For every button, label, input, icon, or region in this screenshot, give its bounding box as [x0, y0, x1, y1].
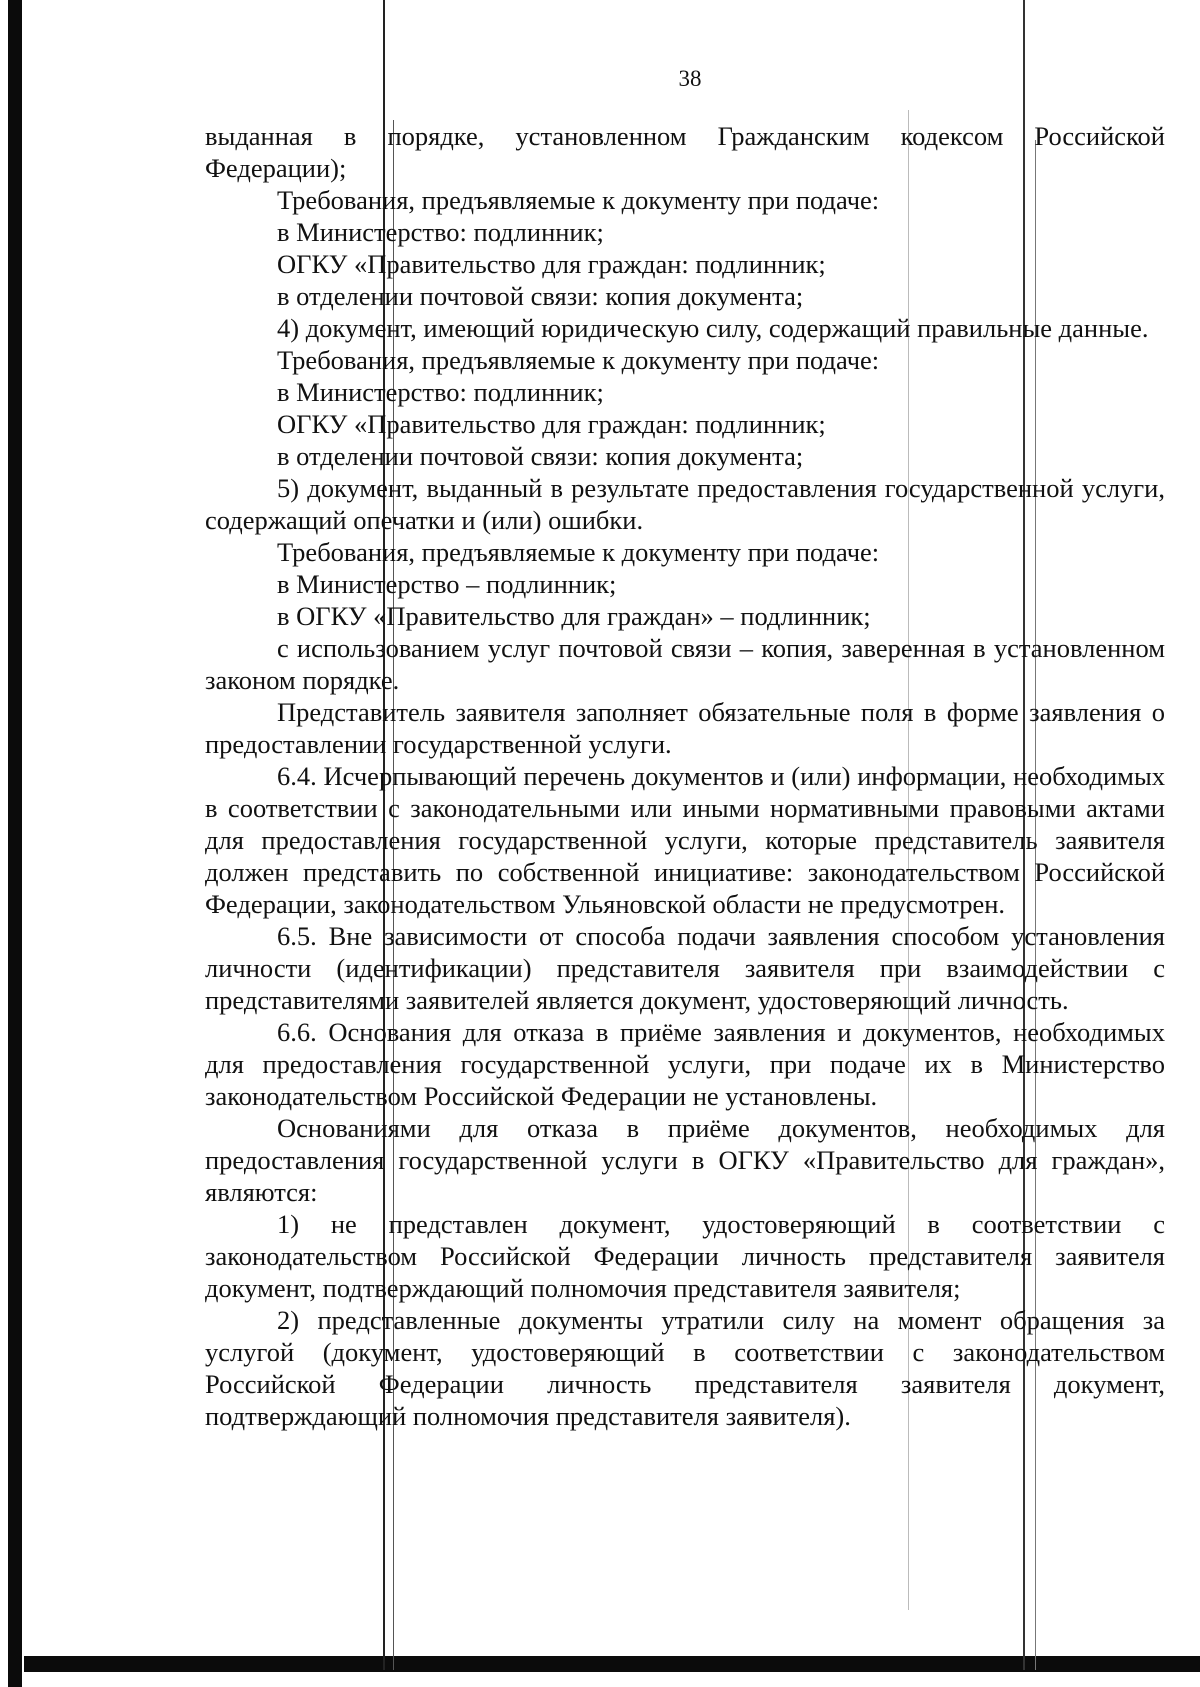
paragraph: Требования, предъявляемые к документу при подаче:	[277, 345, 880, 375]
paragraph: в Министерство – подлинник;	[277, 569, 617, 599]
paragraph: Требования, предъявляемые к документу при подаче:	[277, 185, 880, 215]
paragraph: 4) документ, имеющий юридическую силу, содержащий правильные данные.	[277, 313, 1149, 343]
paragraph: с использованием услуг почтовой связи – копия, заверенная в установленном законом порядке.	[205, 633, 1165, 695]
paragraph: в Министерство: подлинник;	[277, 377, 604, 407]
paragraph: в ОГКУ «Правительство для граждан» – подлинник;	[277, 601, 871, 631]
paragraph: в отделении почтовой связи: копия документа;	[277, 281, 804, 311]
paragraph: 6.5. Вне зависимости от способа подачи заявления способом установления личности (идентификации) представителя заявителя при взаимодействии с представителями заявителей является документ, удостоверяющий личность.	[205, 921, 1165, 1015]
paragraph: в отделении почтовой связи: копия документа;	[277, 441, 804, 471]
paragraph: в Министерство: подлинник;	[277, 217, 604, 247]
paragraph: выданная в порядке, установленном Гражданским кодексом Российской Федерации);	[205, 121, 1165, 183]
paragraph: 5) документ, выданный в результате предоставления государственной услуги, содержащий опечатки и (или) ошибки.	[205, 473, 1165, 535]
document-body	[205, 120, 1165, 1432]
paragraph: 6.4. Исчерпывающий перечень документов и (или) информации, необходимых в соответствии с законодательными или иными нормативными правовыми актами для предоставления государственной услуги, которые представитель заявителя должен представить по собственной инициативе: законодательством Российской Федерации, законодательством Ульяновской области не предусмотрен.	[205, 761, 1165, 919]
page-number: 38	[678, 66, 702, 91]
scan-left-border	[8, 0, 22, 1687]
paragraph: ОГКУ «Правительство для граждан: подлинник;	[277, 409, 826, 439]
paragraph: 2) представленные документы утратили силу на момент обращения за услугой (документ, удостоверяющий в соответствии с законодательством Российской Федерации личность представителя заявителя документ, подтверждающий полномочия представителя заявителя).	[205, 1305, 1165, 1431]
paragraph: 1) не представлен документ, удостоверяющий в соответствии с законодательством Российской Федерации личность представителя заявителя документ, подтверждающий полномочия представителя заявителя;	[205, 1209, 1165, 1303]
paragraph: 6.6. Основания для отказа в приёме заявления и документов, необходимых для предоставления государственной услуги, при подаче их в Министерство законодательством Российской Федерации не установлены.	[205, 1017, 1165, 1111]
paragraph: Представитель заявителя заполняет обязательные поля в форме заявления о предоставлении государственной услуги.	[205, 697, 1165, 759]
paragraph: Основаниями для отказа в приёме документов, необходимых для предоставления государственной услуги в ОГКУ «Правительство для граждан», являются:	[205, 1113, 1165, 1207]
paragraph: ОГКУ «Правительство для граждан: подлинник;	[277, 249, 826, 279]
paragraph: Требования, предъявляемые к документу при подаче:	[277, 537, 880, 567]
